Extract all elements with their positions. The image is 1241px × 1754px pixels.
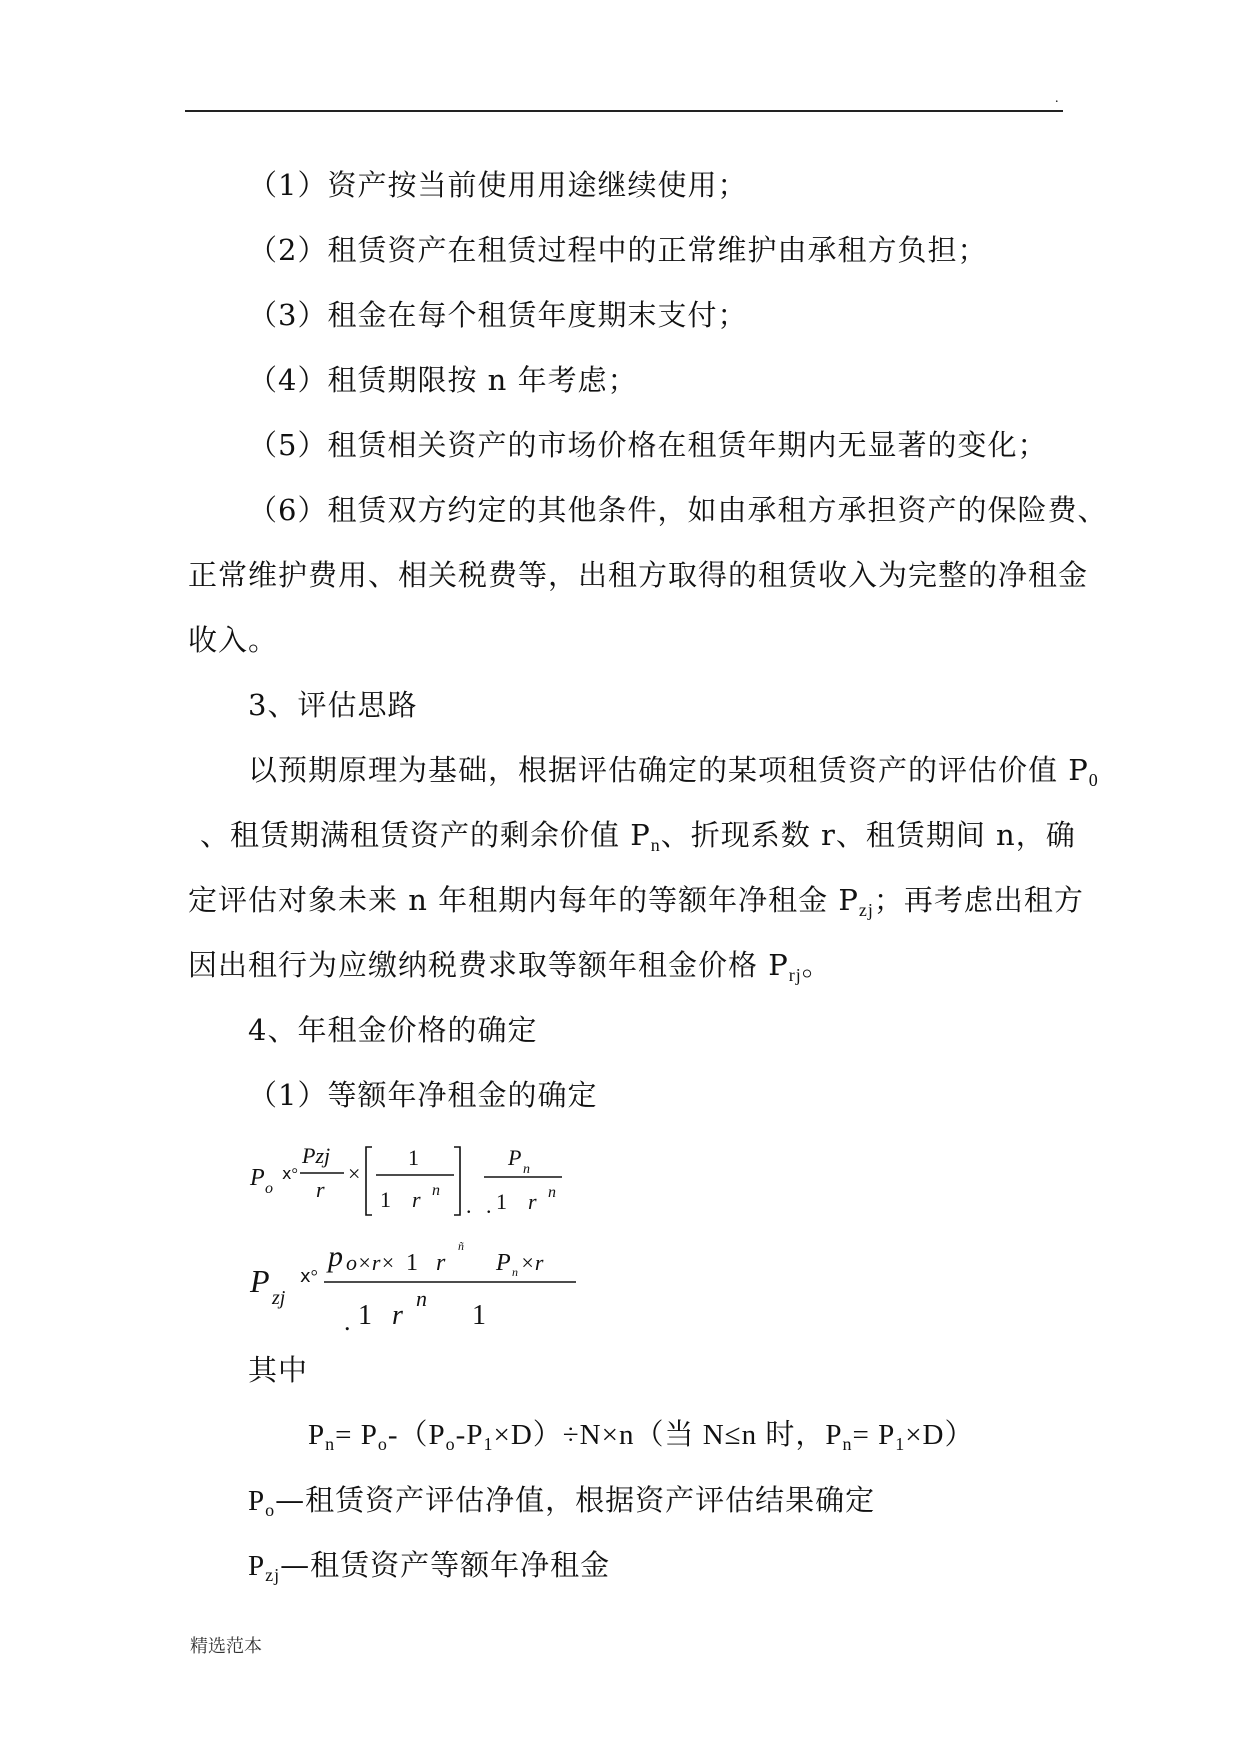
f1-inner-one: 1 — [380, 1187, 391, 1212]
f2-num-exp: ñ — [458, 1239, 464, 1253]
formula-present-value — [240, 1135, 580, 1229]
f1-den2-r: r — [528, 1189, 537, 1214]
f2-num-r: r — [436, 1250, 446, 1276]
f2-den-end: 1 — [472, 1300, 486, 1331]
f1-den2-dot: . — [486, 1193, 492, 1218]
f1-inner-r: r — [412, 1187, 421, 1212]
assumption-2: （2）租赁资产在租赁过程中的正常维护由承租方负担； — [248, 233, 988, 267]
section-heading-4: 4、年租金价格的确定 — [248, 1013, 538, 1047]
formula-1-svg — [240, 1135, 580, 1225]
f1-den: r — [316, 1177, 325, 1202]
f1-lhs: P — [250, 1165, 265, 1191]
f1-den2-exp: n — [548, 1184, 556, 1201]
assumption-1: （1）资产按当前使用用途继续使用； — [248, 168, 748, 202]
f2-num-a: p — [328, 1240, 343, 1273]
f1-eq: ⅹ° — [282, 1166, 298, 1183]
header-rule — [185, 110, 1063, 112]
po-definition: $P_o—$租赁资产评估净值，根据资产评估结果确定 — [248, 1483, 876, 1520]
f2-den-r: r — [392, 1300, 403, 1331]
f1-num2-sub: n — [523, 1162, 530, 1177]
assumption-4: （4）租赁期限按 n 年考虑； — [248, 363, 638, 397]
approach-line3: 定评估对象未来 n 年租期内每年的等额年净租金 $P_{zj}$；再考虑出租方 — [188, 883, 1084, 920]
assumption-5: （5）租赁相关资产的市场价格在租赁年期内无显著的变化； — [248, 428, 1048, 462]
assumption-6-line2: 正常维护费用、相关税费等，出租方取得的租赁收入为完整的净租金 — [188, 558, 1089, 592]
formula-annual-rent — [240, 1230, 600, 1354]
assumption-3: （3）租金在每个租赁年度期末支付； — [248, 298, 748, 332]
header-mark: . — [1055, 91, 1059, 106]
approach-line1: 以预期原理为基础，根据评估确定的某项租赁资产的评估价值 $P_0$ — [248, 753, 1099, 790]
f2-num-b: o×r× — [346, 1250, 396, 1275]
f2-eq: ⅹ° — [300, 1266, 318, 1286]
f2-den-dot: . — [344, 1307, 351, 1336]
f2-num-c-sub: n — [512, 1265, 518, 1279]
approach-line4: 因出租行为应缴纳税费求取等额年租金价格 $P_{rj}$。 — [188, 948, 832, 985]
f2-den-exp: n — [416, 1286, 427, 1311]
f2-num-c: P — [496, 1250, 511, 1276]
f2-den-one: 1 — [358, 1300, 372, 1331]
approach-line2: 、租赁期满租赁资产的剩余价值 $P_n$、折现系数 r、租赁期间 n，确 — [200, 818, 1076, 855]
subsection-heading-1: （1）等额年净租金的确定 — [248, 1078, 598, 1112]
f1-num: Pzj — [302, 1143, 331, 1168]
f1-dot: . — [466, 1193, 472, 1218]
pzj-definition: $P_{zj}—$租赁资产等额年净租金 — [248, 1548, 611, 1585]
f1-inner-num: 1 — [408, 1145, 419, 1170]
formula-2-svg — [240, 1230, 600, 1350]
f2-lhs-sub: zj — [272, 1287, 286, 1309]
f1-num2: P — [508, 1145, 522, 1170]
f2-num-one: 1 — [406, 1250, 418, 1276]
f1-times: × — [348, 1161, 361, 1186]
pn-formula-line: $P_n= P_o-(P_o-P_1\times D)\div N\times n$（当 N≤n 时，$P_n= P_1\times D$） — [308, 1419, 975, 1454]
f1-lhs-sub: o — [265, 1180, 273, 1197]
f1-inner-exp: n — [432, 1182, 440, 1199]
f2-lhs: P — [250, 1263, 270, 1299]
assumption-6-line1: （6）租赁双方约定的其他条件，如由承租方承担资产的保险费、 — [248, 493, 1108, 527]
footer-label: 精选范本 — [190, 1636, 262, 1657]
assumption-6-line3: 收入。 — [188, 623, 279, 657]
f1-den2-one: 1 — [496, 1189, 507, 1214]
f2-num-d: ×r — [520, 1250, 544, 1275]
section-heading-3: 3、评估思路 — [248, 688, 418, 722]
where-label: 其中 — [248, 1353, 309, 1387]
